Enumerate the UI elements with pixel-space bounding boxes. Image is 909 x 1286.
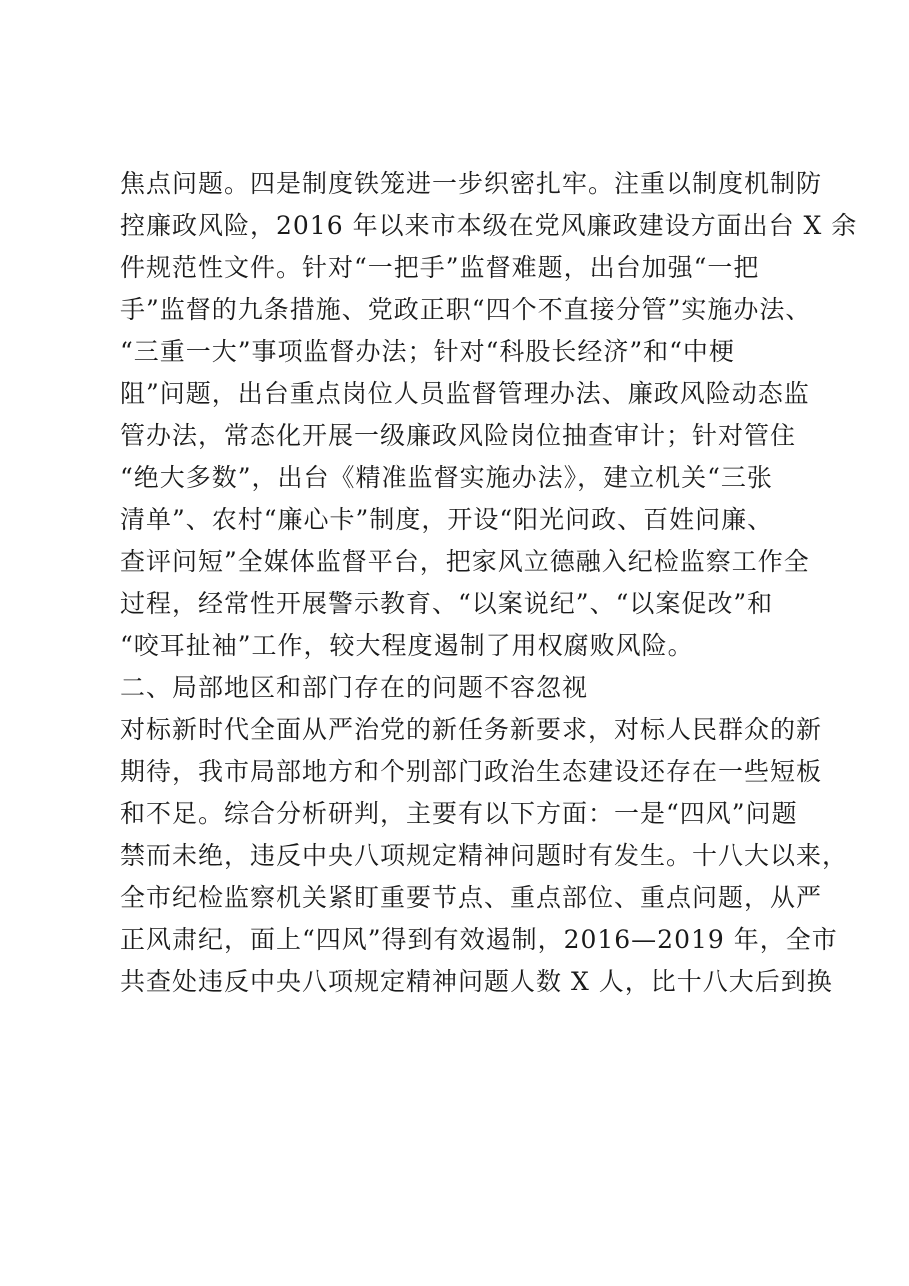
text-line: 禁而未绝，违反中央八项规定精神问题时有发生。十八大以来， — [120, 841, 849, 870]
text-line: 焦点问题。四是制度铁笼进一步织密扎牢。注重以制度机制防 — [120, 169, 823, 198]
text-line: 共查处违反中央八项规定精神问题人数 X 人，比十八大后到换 — [120, 967, 833, 996]
text-line: 全市纪检监察机关紧盯重要节点、重点部位、重点问题，从严 — [120, 883, 823, 912]
text-line: 清单”、农村“廉心卡”制度，开设“阳光问政、百姓问廉、 — [120, 505, 774, 534]
text-line: 对标新时代全面从严治党的新任务新要求，对标人民群众的新 — [120, 715, 823, 744]
text-line: 过程，经常性开展警示教育、“以案说纪”、“以案促改”和 — [120, 589, 774, 618]
text-line: 件规范性文件。针对“一把手”监督难题，出台加强“一把 — [120, 253, 760, 282]
text-line: 阻”问题，出台重点岗位人员监督管理办法、廉政风险动态监 — [120, 379, 810, 408]
text-line: 和不足。综合分析研判，主要有以下方面：一是“四风”问题 — [120, 799, 798, 828]
text-line: “绝大多数”，出台《精准监督实施办法》，建立机关“三张 — [120, 463, 773, 492]
section-heading: 二、局部地区和部门存在的问题不容忽视 — [120, 673, 589, 702]
text-line: 查评问短”全媒体监督平台，把家风立德融入纪检监察工作全 — [120, 547, 810, 576]
text-line: “咬耳扯袖”工作，较大程度遏制了用权腐败风险。 — [120, 631, 694, 660]
text-line: 手”监督的九条措施、党政正职“四个不直接分管”实施办法、 — [120, 295, 812, 324]
text-line: 期待，我市局部地方和个别部门政治生态建设还存在一些短板 — [120, 757, 823, 786]
text-line: “三重一大”事项监督办法；针对“科股长经济”和“中梗 — [120, 337, 735, 366]
text-line: 控廉政风险，2016 年以来市本级在党风廉政建设方面出台 X 余 — [120, 211, 858, 240]
text-line: 管办法，常态化开展一级廉政风险岗位抽查审计；针对管住 — [120, 421, 797, 450]
text-line: 正风肃纪，面上“四风”得到有效遏制，2016—2019 年，全市 — [120, 925, 838, 954]
